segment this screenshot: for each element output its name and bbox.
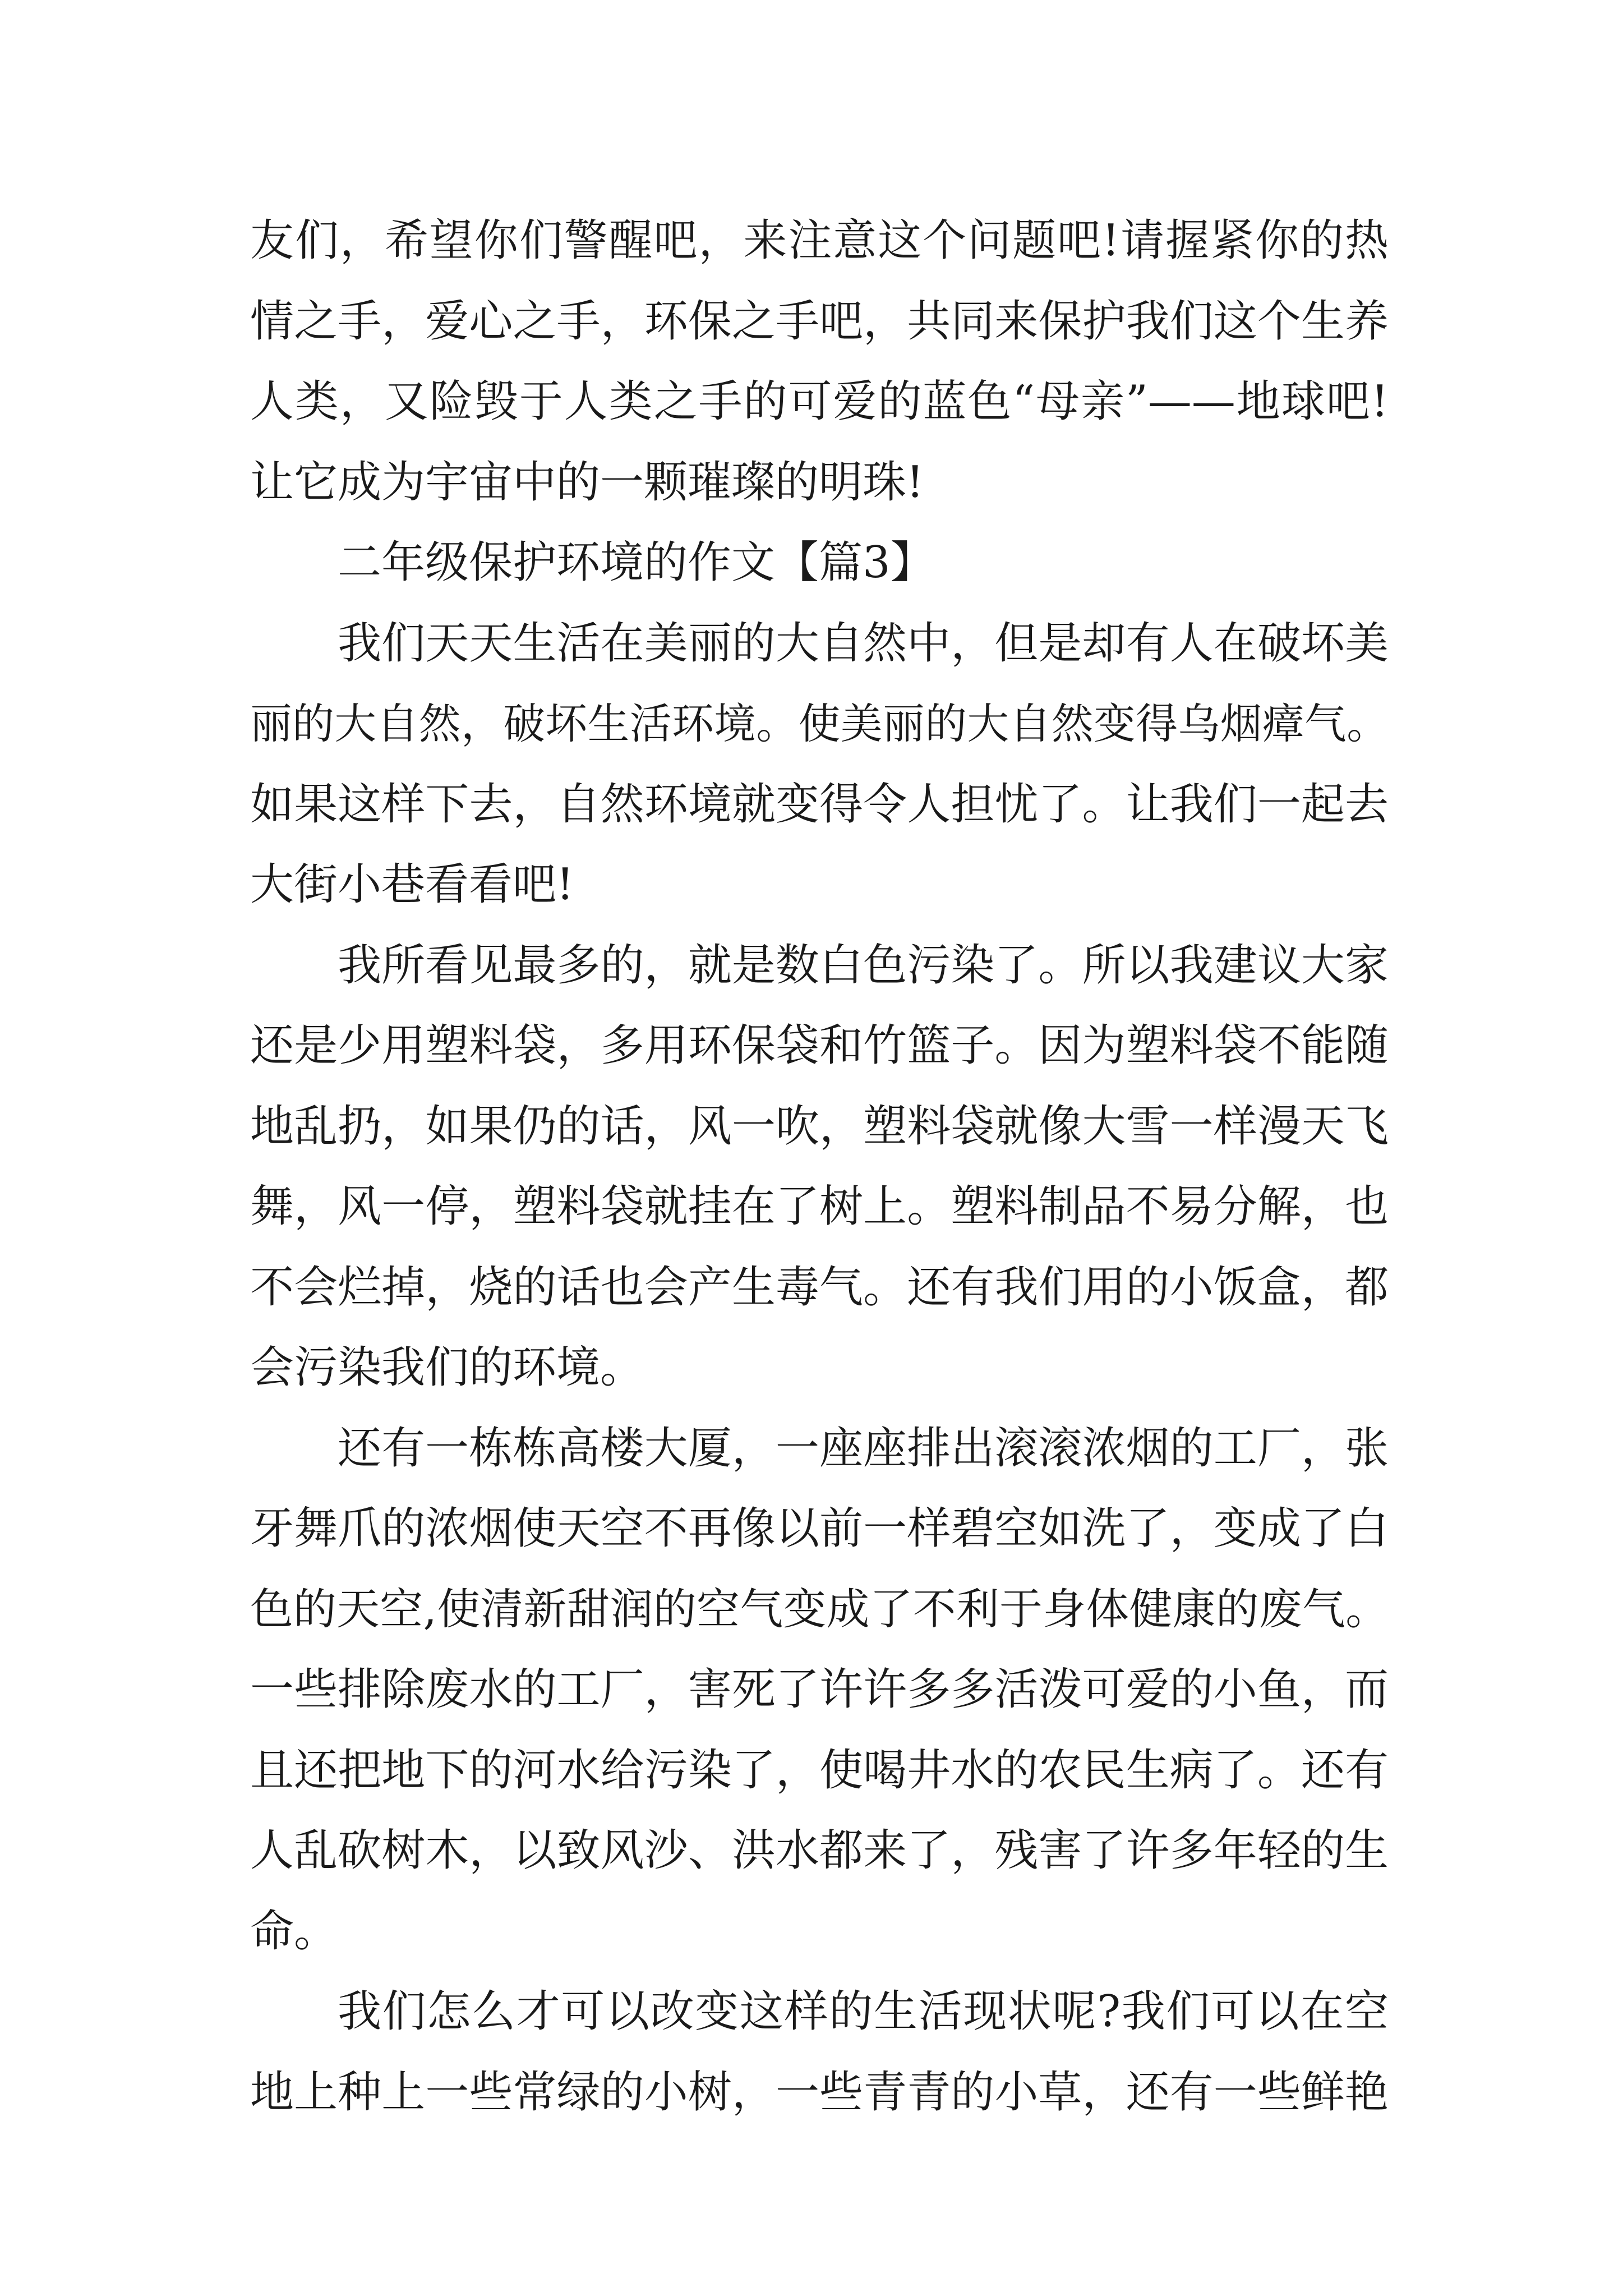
text-line: 色的天空,使清新甜润的空气变成了不利于身体健康的废气。 — [250, 1584, 1389, 1635]
text-line: 如果这样下去，自然环境就变得令人担忧了。让我们一起去 — [250, 779, 1389, 830]
text-line: 还是少用塑料袋，多用环保袋和竹篮子。因为塑料袋不能随 — [250, 1020, 1389, 1071]
text-line: 会污染我们的环境。 — [250, 1342, 644, 1393]
text-line: 友们，希望你们警醒吧，来注意这个问题吧!请握紧你的热 — [250, 215, 1389, 266]
text-line: 我们怎么才可以改变这样的生活现状呢?我们可以在空 — [338, 1986, 1389, 2037]
text-line: 不会烂掉，烧的话也会产生毒气。还有我们用的小饭盒，都 — [250, 1262, 1389, 1313]
text-line: 且还把地下的河水给污染了，使喝井水的农民生病了。还有 — [250, 1745, 1389, 1796]
text-line: 丽的大自然，破坏生活环境。使美丽的大自然变得乌烟瘴气。 — [250, 700, 1389, 748]
text-line: 还有一栋栋高楼大厦，一座座排出滚滚浓烟的工厂，张 — [338, 1423, 1389, 1474]
text-line: 情之手，爱心之手，环保之手吧，共同来保护我们这个生养 — [250, 296, 1389, 347]
text-line: 命。 — [250, 1906, 338, 1957]
section-heading: 二年级保护环境的作文【篇3】 — [338, 537, 934, 588]
text-line: 地乱扔，如果仍的话，风一吹，塑料袋就像大雪一样漫天飞 — [250, 1101, 1389, 1152]
text-line: 大街小巷看看吧! — [250, 859, 574, 910]
text-line: 我所看见最多的，就是数白色污染了。所以我建议大家 — [338, 940, 1389, 991]
text-line: 地上种上一些常绿的小树，一些青青的小草，还有一些鲜艳 — [250, 2067, 1389, 2118]
text-line: 人乱砍树木，以致风沙、洪水都来了，残害了许多年轻的生 — [250, 1825, 1389, 1876]
text-line: 牙舞爪的浓烟使天空不再像以前一样碧空如洗了，变成了白 — [250, 1503, 1389, 1554]
essay-text — [250, 201, 1389, 2133]
text-line: 我们天天生活在美丽的大自然中，但是却有人在破坏美 — [338, 618, 1389, 669]
text-line: 一些排除废水的工厂，害死了许许多多活泼可爱的小鱼，而 — [250, 1664, 1389, 1715]
text-line: 人类，又险毁于人类之手的可爱的蓝色“母亲”——地球吧! — [250, 376, 1389, 427]
text-line: 舞，风一停，塑料袋就挂在了树上。塑料制品不易分解，也 — [250, 1181, 1389, 1232]
text-line: 让它成为宇宙中的一颗璀璨的明珠! — [250, 457, 924, 508]
